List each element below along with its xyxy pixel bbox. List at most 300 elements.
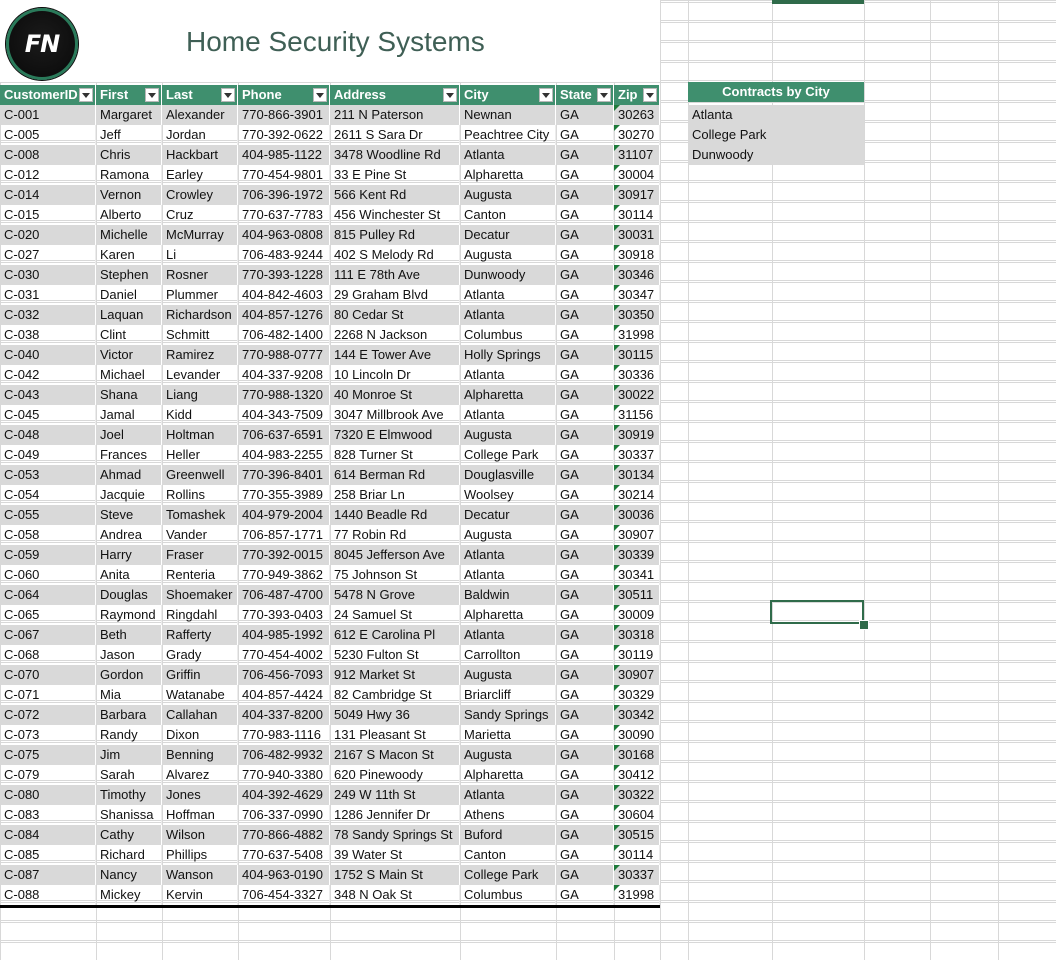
cell-city[interactable]: Sandy Springs [460,705,556,725]
cell-state[interactable]: GA [556,405,614,425]
cell-last[interactable]: Jordan [162,125,238,145]
cell-address[interactable]: 249 W 11th St [330,785,460,805]
cell-first[interactable]: Vernon [96,185,162,205]
cell-address[interactable]: 131 Pleasant St [330,725,460,745]
column-header-phone[interactable] [238,85,330,105]
cell-zip[interactable]: 30604 [614,805,660,825]
column-header-first[interactable] [96,85,162,105]
cell-address[interactable]: 348 N Oak St [330,885,460,905]
cell-zip[interactable]: 31107 [614,145,660,165]
cell-state[interactable]: GA [556,565,614,585]
cell-state[interactable]: GA [556,705,614,725]
cell-last[interactable]: Shoemaker [162,585,238,605]
column-header-state[interactable] [556,85,614,105]
cell-state[interactable]: GA [556,305,614,325]
cell-first[interactable]: Cathy [96,825,162,845]
cell-customerid[interactable]: C-012 [0,165,96,185]
cell-customerid[interactable]: C-027 [0,245,96,265]
cell-city[interactable]: Atlanta [460,365,556,385]
cell-customerid[interactable]: C-079 [0,765,96,785]
cell-state[interactable]: GA [556,765,614,785]
cell-first[interactable]: Mia [96,685,162,705]
cell-phone[interactable]: 404-985-1122 [238,145,330,165]
cell-phone[interactable]: 404-963-0190 [238,865,330,885]
cell-city[interactable]: Holly Springs [460,345,556,365]
cell-zip[interactable]: 31998 [614,325,660,345]
cell-customerid[interactable]: C-083 [0,805,96,825]
cell-first[interactable]: Beth [96,625,162,645]
cell-customerid[interactable]: C-031 [0,285,96,305]
cell-last[interactable]: Earley [162,165,238,185]
cell-address[interactable]: 111 E 78th Ave [330,265,460,285]
cell-zip[interactable]: 30114 [614,845,660,865]
column-header-customerid[interactable] [0,85,96,105]
cell-zip[interactable]: 30134 [614,465,660,485]
cell-address[interactable]: 3047 Millbrook Ave [330,405,460,425]
cell-phone[interactable]: 770-988-1320 [238,385,330,405]
cell-city[interactable]: Augusta [460,245,556,265]
cell-state[interactable]: GA [556,525,614,545]
cell-city[interactable]: Carrollton [460,645,556,665]
cell-last[interactable]: Callahan [162,705,238,725]
cell-state[interactable]: GA [556,845,614,865]
cell-last[interactable]: Griffin [162,665,238,685]
cell-zip[interactable]: 30168 [614,745,660,765]
filter-dropdown-icon[interactable] [443,88,457,102]
cell-last[interactable]: Levander [162,365,238,385]
cell-zip[interactable]: 30318 [614,625,660,645]
cell-phone[interactable]: 706-396-1972 [238,185,330,205]
cell-state[interactable]: GA [556,545,614,565]
cell-first[interactable]: Andrea [96,525,162,545]
filter-dropdown-icon[interactable] [643,88,657,102]
cell-zip[interactable]: 30919 [614,425,660,445]
cell-customerid[interactable]: C-080 [0,785,96,805]
cell-last[interactable]: Ramirez [162,345,238,365]
cell-city[interactable]: Canton [460,845,556,865]
cell-zip[interactable]: 30036 [614,505,660,525]
cell-phone[interactable]: 404-983-2255 [238,445,330,465]
cell-zip[interactable]: 31998 [614,885,660,905]
cell-customerid[interactable]: C-067 [0,625,96,645]
cell-customerid[interactable]: C-075 [0,745,96,765]
cell-state[interactable]: GA [556,105,614,125]
cell-zip[interactable]: 30918 [614,245,660,265]
cell-city[interactable]: Augusta [460,525,556,545]
cell-last[interactable]: Richardson [162,305,238,325]
cell-zip[interactable]: 30009 [614,605,660,625]
cell-state[interactable]: GA [556,325,614,345]
cell-city[interactable]: Atlanta [460,305,556,325]
cell-address[interactable]: 614 Berman Rd [330,465,460,485]
cell-customerid[interactable]: C-020 [0,225,96,245]
cell-phone[interactable]: 770-454-4002 [238,645,330,665]
cell-city[interactable]: Alpharetta [460,165,556,185]
cell-address[interactable]: 3478 Woodline Rd [330,145,460,165]
cell-city[interactable]: Marietta [460,725,556,745]
cell-customerid[interactable]: C-042 [0,365,96,385]
cell-zip[interactable]: 30119 [614,645,660,665]
cell-address[interactable]: 258 Briar Ln [330,485,460,505]
cell-customerid[interactable]: C-030 [0,265,96,285]
cell-city[interactable]: Buford [460,825,556,845]
cell-first[interactable]: Margaret [96,105,162,125]
cell-address[interactable]: 2268 N Jackson [330,325,460,345]
cell-first[interactable]: Douglas [96,585,162,605]
cell-last[interactable]: Alexander [162,105,238,125]
cell-phone[interactable]: 706-456-7093 [238,665,330,685]
cell-zip[interactable]: 30115 [614,345,660,365]
cell-address[interactable]: 144 E Tower Ave [330,345,460,365]
cell-phone[interactable]: 404-985-1992 [238,625,330,645]
cell-zip[interactable]: 30031 [614,225,660,245]
cell-address[interactable]: 33 E Pine St [330,165,460,185]
cell-city[interactable]: Augusta [460,665,556,685]
cell-phone[interactable]: 404-857-1276 [238,305,330,325]
cell-city[interactable]: Athens [460,805,556,825]
cell-last[interactable]: Rafferty [162,625,238,645]
cell-address[interactable]: 75 Johnson St [330,565,460,585]
cell-first[interactable]: Steve [96,505,162,525]
cell-first[interactable]: Barbara [96,705,162,725]
cell-phone[interactable]: 404-857-4424 [238,685,330,705]
cell-zip[interactable]: 30214 [614,485,660,505]
cell-city[interactable]: Augusta [460,745,556,765]
contracts-city-item[interactable]: Atlanta [688,105,864,125]
cell-phone[interactable]: 706-482-1400 [238,325,330,345]
cell-address[interactable]: 77 Robin Rd [330,525,460,545]
cell-first[interactable]: Stephen [96,265,162,285]
cell-address[interactable]: 7320 E Elmwood [330,425,460,445]
cell-customerid[interactable]: C-040 [0,345,96,365]
cell-customerid[interactable]: C-054 [0,485,96,505]
cell-last[interactable]: Crowley [162,185,238,205]
cell-first[interactable]: Jeff [96,125,162,145]
cell-first[interactable]: Randy [96,725,162,745]
cell-address[interactable]: 8045 Jefferson Ave [330,545,460,565]
cell-zip[interactable]: 30515 [614,825,660,845]
cell-first[interactable]: Richard [96,845,162,865]
cell-phone[interactable]: 404-337-9208 [238,365,330,385]
cell-state[interactable]: GA [556,685,614,705]
cell-phone[interactable]: 770-396-8401 [238,465,330,485]
cell-city[interactable]: Canton [460,205,556,225]
cell-phone[interactable]: 706-637-6591 [238,425,330,445]
cell-city[interactable]: Woolsey [460,485,556,505]
cell-customerid[interactable]: C-015 [0,205,96,225]
cell-first[interactable]: Ahmad [96,465,162,485]
cell-address[interactable]: 1752 S Main St [330,865,460,885]
cell-zip[interactable]: 30341 [614,565,660,585]
cell-address[interactable]: 5049 Hwy 36 [330,705,460,725]
cell-last[interactable]: Alvarez [162,765,238,785]
cell-phone[interactable]: 404-979-2004 [238,505,330,525]
cell-city[interactable]: Newnan [460,105,556,125]
cell-zip[interactable]: 30004 [614,165,660,185]
column-header-city[interactable] [460,85,556,105]
cell-first[interactable]: Daniel [96,285,162,305]
cell-city[interactable]: Dunwoody [460,265,556,285]
cell-last[interactable]: Heller [162,445,238,465]
cell-address[interactable]: 912 Market St [330,665,460,685]
cell-city[interactable]: Atlanta [460,405,556,425]
cell-address[interactable]: 828 Turner St [330,445,460,465]
cell-city[interactable]: Baldwin [460,585,556,605]
filter-dropdown-icon[interactable] [597,88,611,102]
cell-customerid[interactable]: C-032 [0,305,96,325]
cell-address[interactable]: 40 Monroe St [330,385,460,405]
cell-state[interactable]: GA [556,205,614,225]
cell-city[interactable]: Alpharetta [460,605,556,625]
active-cell-selection[interactable] [770,600,864,624]
cell-state[interactable]: GA [556,745,614,765]
cell-address[interactable]: 80 Cedar St [330,305,460,325]
cell-state[interactable]: GA [556,585,614,605]
cell-last[interactable]: Kervin [162,885,238,905]
cell-last[interactable]: Renteria [162,565,238,585]
cell-customerid[interactable]: C-073 [0,725,96,745]
cell-first[interactable]: Michelle [96,225,162,245]
cell-phone[interactable]: 404-963-0808 [238,225,330,245]
cell-first[interactable]: Michael [96,365,162,385]
cell-zip[interactable]: 30336 [614,365,660,385]
cell-city[interactable]: Douglasville [460,465,556,485]
cell-phone[interactable]: 404-392-4629 [238,785,330,805]
filter-dropdown-icon[interactable] [79,88,93,102]
cell-customerid[interactable]: C-070 [0,665,96,685]
cell-phone[interactable]: 770-988-0777 [238,345,330,365]
cell-customerid[interactable]: C-064 [0,585,96,605]
cell-state[interactable]: GA [556,485,614,505]
cell-zip[interactable]: 30342 [614,705,660,725]
cell-phone[interactable]: 770-940-3380 [238,765,330,785]
cell-city[interactable]: College Park [460,445,556,465]
cell-state[interactable]: GA [556,425,614,445]
column-header-address[interactable] [330,85,460,105]
filter-dropdown-icon[interactable] [145,88,159,102]
cell-phone[interactable]: 404-343-7509 [238,405,330,425]
cell-state[interactable]: GA [556,865,614,885]
filter-dropdown-icon[interactable] [539,88,553,102]
cell-last[interactable]: McMurray [162,225,238,245]
cell-customerid[interactable]: C-085 [0,845,96,865]
cell-first[interactable]: Anita [96,565,162,585]
filter-dropdown-icon[interactable] [221,88,235,102]
cell-address[interactable]: 1286 Jennifer Dr [330,805,460,825]
cell-customerid[interactable]: C-084 [0,825,96,845]
cell-phone[interactable]: 770-393-1228 [238,265,330,285]
cell-city[interactable]: Briarcliff [460,685,556,705]
cell-last[interactable]: Rosner [162,265,238,285]
cell-phone[interactable]: 770-454-9801 [238,165,330,185]
cell-first[interactable]: Chris [96,145,162,165]
cell-customerid[interactable]: C-014 [0,185,96,205]
cell-city[interactable]: Atlanta [460,625,556,645]
cell-customerid[interactable]: C-001 [0,105,96,125]
cell-state[interactable]: GA [556,145,614,165]
cell-first[interactable]: Shana [96,385,162,405]
cell-address[interactable]: 456 Winchester St [330,205,460,225]
cell-last[interactable]: Li [162,245,238,265]
cell-state[interactable]: GA [556,385,614,405]
cell-last[interactable]: Greenwell [162,465,238,485]
cell-customerid[interactable]: C-005 [0,125,96,145]
cell-city[interactable]: Atlanta [460,565,556,585]
cell-address[interactable]: 211 N Paterson [330,105,460,125]
cell-address[interactable]: 2167 S Macon St [330,745,460,765]
cell-last[interactable]: Rollins [162,485,238,505]
cell-state[interactable]: GA [556,465,614,485]
cell-customerid[interactable]: C-087 [0,865,96,885]
cell-zip[interactable]: 30022 [614,385,660,405]
cell-first[interactable]: Clint [96,325,162,345]
cell-state[interactable]: GA [556,245,614,265]
cell-address[interactable]: 5230 Fulton St [330,645,460,665]
cell-last[interactable]: Watanabe [162,685,238,705]
cell-state[interactable]: GA [556,645,614,665]
cell-city[interactable]: Atlanta [460,285,556,305]
cell-zip[interactable]: 30917 [614,185,660,205]
cell-last[interactable]: Holtman [162,425,238,445]
cell-customerid[interactable]: C-055 [0,505,96,525]
cell-address[interactable]: 402 S Melody Rd [330,245,460,265]
cell-first[interactable]: Jamal [96,405,162,425]
cell-address[interactable]: 815 Pulley Rd [330,225,460,245]
cell-customerid[interactable]: C-072 [0,705,96,725]
cell-city[interactable]: Atlanta [460,545,556,565]
cell-zip[interactable]: 30337 [614,865,660,885]
cell-zip[interactable]: 30350 [614,305,660,325]
cell-customerid[interactable]: C-053 [0,465,96,485]
cell-address[interactable]: 612 E Carolina Pl [330,625,460,645]
cell-first[interactable]: Alberto [96,205,162,225]
cell-city[interactable]: Augusta [460,425,556,445]
cell-address[interactable]: 566 Kent Rd [330,185,460,205]
cell-first[interactable]: Mickey [96,885,162,905]
cell-customerid[interactable]: C-059 [0,545,96,565]
cell-last[interactable]: Hoffman [162,805,238,825]
cell-last[interactable]: Wanson [162,865,238,885]
cell-customerid[interactable]: C-043 [0,385,96,405]
cell-customerid[interactable]: C-068 [0,645,96,665]
cell-zip[interactable]: 31156 [614,405,660,425]
cell-city[interactable]: Alpharetta [460,765,556,785]
cell-last[interactable]: Benning [162,745,238,765]
contracts-by-city-header[interactable]: Contracts by City [688,82,864,102]
cell-zip[interactable]: 30907 [614,665,660,685]
cell-first[interactable]: Gordon [96,665,162,685]
cell-first[interactable]: Frances [96,445,162,465]
cell-customerid[interactable]: C-071 [0,685,96,705]
cell-state[interactable]: GA [556,885,614,905]
cell-first[interactable]: Laquan [96,305,162,325]
cell-last[interactable]: Vander [162,525,238,545]
cell-phone[interactable]: 404-337-8200 [238,705,330,725]
cell-last[interactable]: Hackbart [162,145,238,165]
cell-customerid[interactable]: C-038 [0,325,96,345]
cell-city[interactable]: Atlanta [460,785,556,805]
cell-state[interactable]: GA [556,265,614,285]
cell-phone[interactable]: 770-355-3989 [238,485,330,505]
cell-last[interactable]: Fraser [162,545,238,565]
cell-last[interactable]: Tomashek [162,505,238,525]
cell-first[interactable]: Joel [96,425,162,445]
cell-first[interactable]: Ramona [96,165,162,185]
cell-phone[interactable]: 770-637-7783 [238,205,330,225]
cell-last[interactable]: Wilson [162,825,238,845]
cell-last[interactable]: Phillips [162,845,238,865]
cell-first[interactable]: Harry [96,545,162,565]
cell-address[interactable]: 1440 Beadle Rd [330,505,460,525]
cell-customerid[interactable]: C-008 [0,145,96,165]
cell-phone[interactable]: 770-983-1116 [238,725,330,745]
cell-address[interactable]: 29 Graham Blvd [330,285,460,305]
cell-city[interactable]: Alpharetta [460,385,556,405]
cell-address[interactable]: 620 Pinewoody [330,765,460,785]
cell-phone[interactable]: 770-393-0403 [238,605,330,625]
cell-customerid[interactable]: C-060 [0,565,96,585]
cell-phone[interactable]: 706-857-1771 [238,525,330,545]
cell-first[interactable]: Jim [96,745,162,765]
cell-state[interactable]: GA [556,125,614,145]
cell-last[interactable]: Grady [162,645,238,665]
cell-state[interactable]: GA [556,225,614,245]
cell-customerid[interactable]: C-058 [0,525,96,545]
cell-zip[interactable]: 30322 [614,785,660,805]
cell-last[interactable]: Kidd [162,405,238,425]
cell-city[interactable]: Columbus [460,325,556,345]
cell-zip[interactable]: 30263 [614,105,660,125]
cell-state[interactable]: GA [556,345,614,365]
cell-city[interactable]: Peachtree City [460,125,556,145]
cell-state[interactable]: GA [556,785,614,805]
cell-city[interactable]: Augusta [460,185,556,205]
cell-address[interactable]: 2611 S Sara Dr [330,125,460,145]
cell-zip[interactable]: 30347 [614,285,660,305]
cell-last[interactable]: Cruz [162,205,238,225]
cell-city[interactable]: Decatur [460,505,556,525]
cell-address[interactable]: 24 Samuel St [330,605,460,625]
cell-zip[interactable]: 30346 [614,265,660,285]
cell-state[interactable]: GA [556,165,614,185]
cell-customerid[interactable]: C-065 [0,605,96,625]
cell-zip[interactable]: 30907 [614,525,660,545]
cell-phone[interactable]: 706-454-3327 [238,885,330,905]
cell-first[interactable]: Jacquie [96,485,162,505]
cell-last[interactable]: Liang [162,385,238,405]
cell-state[interactable]: GA [556,825,614,845]
cell-zip[interactable]: 30270 [614,125,660,145]
cell-state[interactable]: GA [556,505,614,525]
cell-city[interactable]: Atlanta [460,145,556,165]
cell-last[interactable]: Schmitt [162,325,238,345]
cell-address[interactable]: 78 Sandy Springs St [330,825,460,845]
cell-zip[interactable]: 30339 [614,545,660,565]
cell-state[interactable]: GA [556,365,614,385]
cell-city[interactable]: Decatur [460,225,556,245]
cell-first[interactable]: Victor [96,345,162,365]
cell-city[interactable]: Columbus [460,885,556,905]
cell-phone[interactable]: 770-392-0015 [238,545,330,565]
cell-phone[interactable]: 706-483-9244 [238,245,330,265]
contracts-city-item[interactable]: Dunwoody [688,145,864,165]
cell-phone[interactable]: 770-392-0622 [238,125,330,145]
cell-last[interactable]: Ringdahl [162,605,238,625]
cell-state[interactable]: GA [556,185,614,205]
contracts-city-item[interactable]: College Park [688,125,864,145]
cell-state[interactable]: GA [556,805,614,825]
cell-state[interactable]: GA [556,665,614,685]
